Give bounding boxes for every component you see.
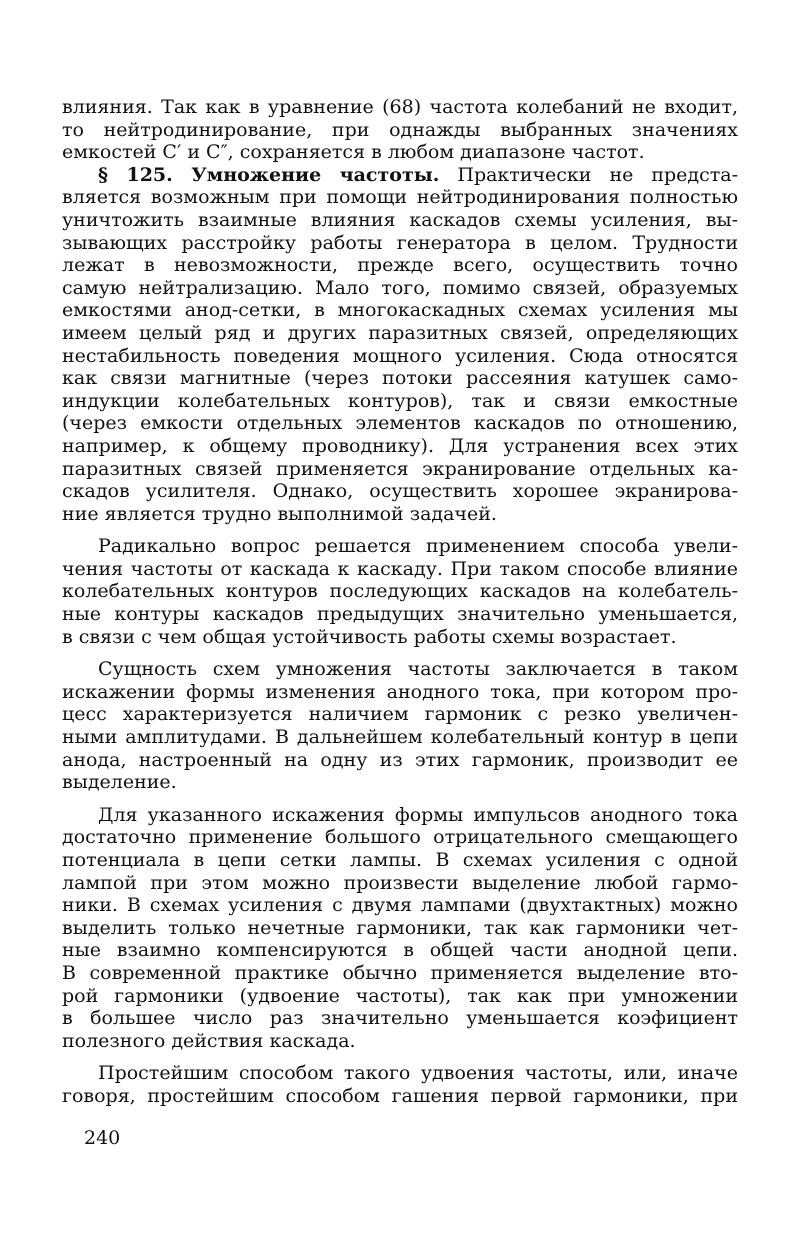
text-line: вляется возможным при помощи нейтродинирования полностью [62,186,738,209]
paragraph-2 [62,164,738,526]
text-line: уничтожить взаимные влияния каскадов схемы усиления, вы- [62,208,738,231]
text-line: ные взаимно компенсируются в общей части анодной цепи. [62,939,738,962]
text-line: нестабильность поведения мощного усиления. Сюда относятся [62,344,738,367]
text-line: чения частоты от каскада к каскаду. При таком способе влияние [62,557,738,580]
text-line: скадов усилителя. Однако, осуществить хорошее экранирова- [62,480,738,503]
text-line: в связи с чем общая устойчивость работы схемы возрастает. [62,625,677,648]
text-line: влияния. Так как в уравнение (68) частота колебаний не входит, [62,96,738,118]
paragraph-5 [62,804,738,1053]
text-line: колебательных контуров последующих каскадов на колебатель- [62,580,738,603]
text-line: Для указанного искажения формы импульсов анодного тока [98,803,738,826]
text-line: лампой при этом можно произвести выделение любой гармо- [62,871,738,894]
text-fragment: Практически не предста- [457,163,738,186]
text-line: ники. В схемах усиления с двумя лампами (двухтактных) можно [62,894,738,917]
text-line: рой гармоники (удвоение частоты), так как при умножении [62,984,738,1007]
text-line: искажении формы изменения анодного тока, при котором про- [62,680,738,703]
text-line: имеем целый ряд и других паразитных связей, определяющих [62,321,738,344]
page-body [62,96,738,1108]
text-line: индукции колебательных контуров), так и связи емкостные [62,389,738,412]
text-line: цесс характеризуется наличием гармоник с резко увеличен- [62,703,738,726]
text-line: как связи магнитные (через потоки рассеяния катушек само- [62,367,738,390]
text-line: паразитных связей применяется экранирование отдельных ка- [62,457,738,480]
text-line: емкостей C′ и C″, сохраняется в любом диапазоне частот. [62,141,645,164]
text-line: емкостями анод-сетки, в многокаскадных схемах усиления мы [62,299,738,322]
text-line: достаточно применение большого отрицательного смещающего [62,826,738,849]
text-line: ными амплитудами. В дальнейшем колебательный контур в цепи [62,726,738,749]
text-line: В современной практике обычно применяется выделение вто- [62,961,738,984]
paragraph-1 [62,96,738,164]
paragraph-3 [62,535,738,648]
text-line: потенциала в цепи сетки лампы. В схемах усиления с одной [62,849,738,871]
text-line: то нейтродинирование, при однажды выбранных значениях [62,118,738,141]
text-line: ные контуры каскадов предыдущих значительно уменьшается, [62,603,738,626]
text-line: выделение. [62,771,177,794]
text-line: Простейшим способом такого удвоения частоты, или, иначе [98,1062,738,1085]
section-title: § 125. Умножение частоты. [98,163,440,186]
page-number: 240 [84,1127,121,1149]
text-line: анода, настроенный на одну из этих гармоник, производит ее [62,748,738,771]
section-first-line [62,164,738,187]
text-line: полезного действия каскада. [62,1029,356,1052]
text-line: Сущность схем умножения частоты заключается в таком [98,658,738,681]
paragraph-4 [62,658,738,794]
text-line: Радикально вопрос решается применением способа увели- [98,535,738,558]
text-line: например, к общему проводнику). Для устранения всех этих [62,434,738,457]
text-line: (через емкости отдельных элементов каскадов по отношению, [62,412,738,435]
text-line: ние является трудно выполнимой задачей. [62,502,497,525]
text-line: самую нейтрализацию. Мало того, помимо связей, образуемых [62,276,738,299]
text-line: зывающих расстройку работы генератора в целом. Трудности [62,231,738,254]
text-line: выделить только нечетные гармоники, так как гармоники чет- [62,916,738,939]
paragraph-6 [62,1062,738,1107]
text-line: лежат в невозможности, прежде всего, осуществить точно [62,254,738,277]
text-line: в большее число раз значительно уменьшается коэфициент [62,1007,738,1030]
text-line: говоря, простейшим способом гашения первой гармоники, при [62,1084,738,1107]
